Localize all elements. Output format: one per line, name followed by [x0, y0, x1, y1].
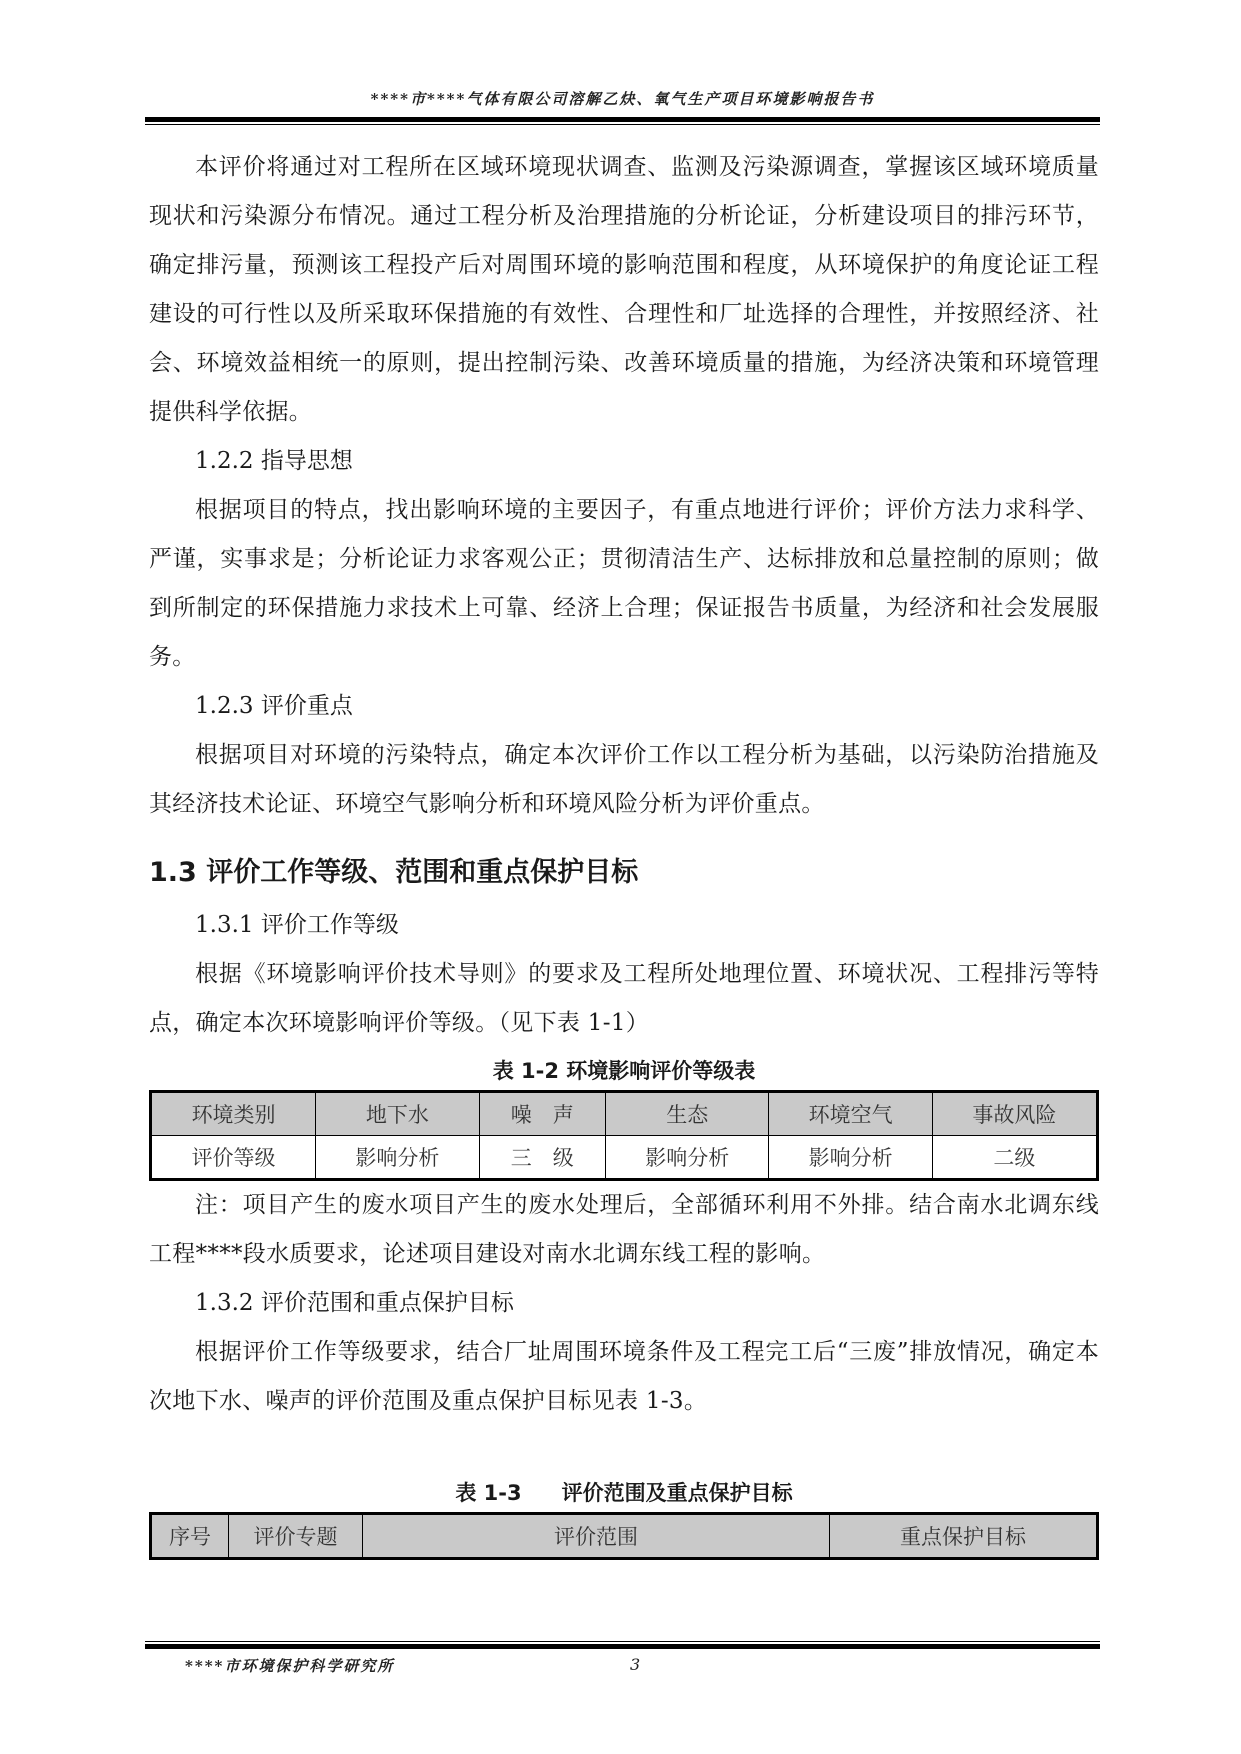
table-cell: 影响分析 [769, 1136, 932, 1180]
table-header-row [151, 1092, 1098, 1136]
table-header-cell: 评价范围 [363, 1514, 830, 1559]
paragraph-intro: 本评价将通过对工程所在区域环境现状调查、监测及污染源调查，掌握该区域环境质量现状和污染源分布情况。通过工程分析及治理措施的分析论证，分析建设项目的排污环节，确定排污量，预测该工程投产后对周围环境的影响范围和程度，从环境保护的角度论证工程建设的可行性以及所采取环保措施的有效性、合理性和厂址选择的合理性，并按照经济、社会、环境效益相统一的原则，提出控制污染、改善环境质量的措施，为经济决策和环境管理提供科学依据。 [149, 154, 1099, 425]
table-1-3-caption-number: 表 1-3 [455, 1481, 522, 1505]
footer-rule [145, 1644, 1100, 1649]
page-body [149, 143, 1099, 1560]
table-header-cell: 噪 声 [479, 1092, 606, 1136]
table-header-cell: 事故风险 [932, 1092, 1097, 1136]
footer-rule-thin [145, 1641, 1100, 1642]
table-header-cell: 生态 [606, 1092, 769, 1136]
table-header-cell: 环境空气 [769, 1092, 932, 1136]
paragraph-evaluation-focus: 根据项目对环境的污染特点，确定本次评价工作以工程分析为基础，以污染防治措施及其经济技术论证、环境空气影响分析和环境风险分析为评价重点。 [149, 742, 1099, 817]
header-rule [145, 117, 1100, 122]
grade-table [149, 1090, 1099, 1181]
paragraph-table-note: 注：项目产生的废水项目产生的废水处理后，全部循环利用不外排。结合南水北调东线工程****段水质要求，论述项目建设对南水北调东线工程的影响。 [149, 1192, 1099, 1267]
table-header-cell: 地下水 [316, 1092, 479, 1136]
section-heading-1-3: 1.3 评价工作等级、范围和重点保护目标 [149, 857, 639, 888]
table-header-cell: 评价专题 [229, 1514, 363, 1559]
subheading-scope-targets: 1.3.2 评价范围和重点保护目标 [195, 1290, 514, 1316]
table-1-3-caption-title: 评价范围及重点保护目标 [561, 1481, 793, 1505]
table-header-cell: 序号 [151, 1514, 229, 1559]
table-cell: 三 级 [479, 1136, 606, 1180]
scope-table [149, 1512, 1099, 1560]
page-number: 3 [630, 1655, 641, 1674]
subheading-guiding-thought: 1.2.2 指导思想 [195, 448, 353, 474]
paragraph-scope-targets: 根据评价工作等级要求，结合厂址周围环境条件及工程完工后“三废”排放情况，确定本次地下水、噪声的评价范围及重点保护目标见表 1-3。 [149, 1339, 1099, 1414]
table-row [151, 1136, 1098, 1180]
table-1-3-caption [149, 1478, 1099, 1508]
table-cell: 影响分析 [316, 1136, 479, 1180]
table-cell: 影响分析 [606, 1136, 769, 1180]
table-header-cell: 重点保护目标 [830, 1514, 1098, 1559]
paragraph-guiding-thought: 根据项目的特点，找出影响环境的主要因子，有重点地进行评价；评价方法力求科学、严谨，实事求是；分析论证力求客观公正；贯彻清洁生产、达标排放和总量控制的原则；做到所制定的环保措施力求技术上可靠、经济上合理；保证报告书质量，为经济和社会发展服务。 [149, 497, 1099, 670]
table-header-row [151, 1514, 1098, 1559]
paragraph-work-grade: 根据《环境影响评价技术导则》的要求及工程所处地理位置、环境状况、工程排污等特点，确定本次环境影响评价等级。（见下表 1-1） [149, 961, 1099, 1036]
subheading-work-grade: 1.3.1 评价工作等级 [195, 912, 399, 938]
table-cell: 评价等级 [151, 1136, 316, 1180]
table-header-cell: 环境类别 [151, 1092, 316, 1136]
header-rule-thin [145, 124, 1100, 125]
table-cell: 二级 [932, 1136, 1097, 1180]
table-1-2-caption: 表 1-2 环境影响评价等级表 [492, 1059, 756, 1083]
footer-organization: ****市环境保护科学研究所 [185, 1657, 395, 1675]
subheading-evaluation-focus: 1.2.3 评价重点 [195, 693, 353, 719]
header-title: ****市****气体有限公司溶解乙炔、氧气生产项目环境影响报告书 [370, 90, 875, 108]
